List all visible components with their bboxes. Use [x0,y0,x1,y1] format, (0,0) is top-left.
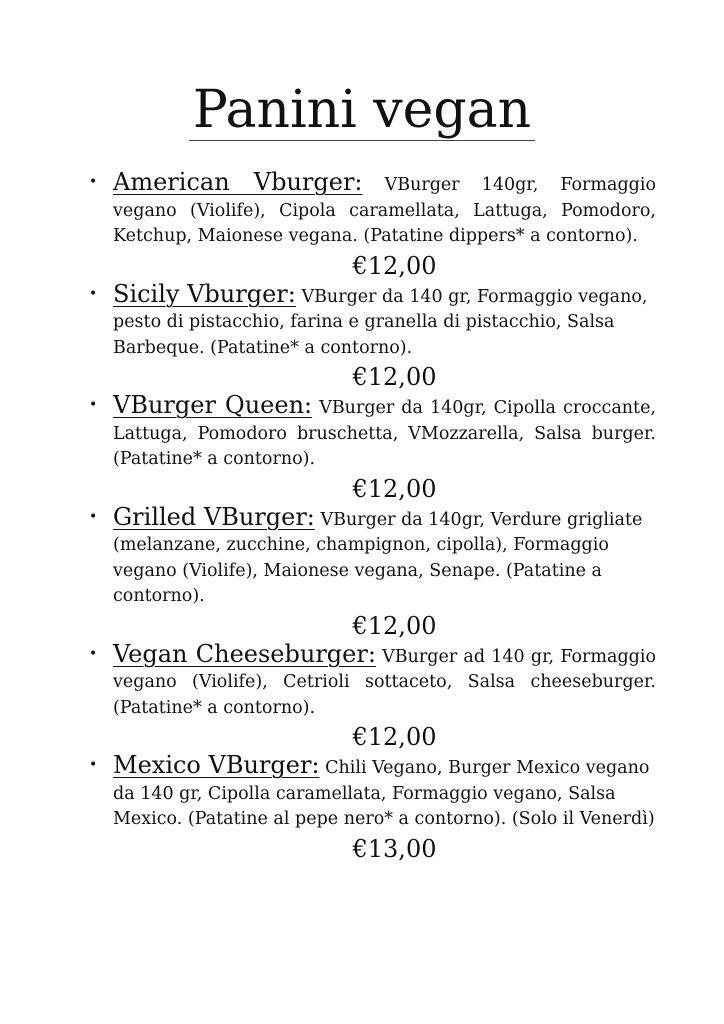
menu-item-vegan-cheeseburger [89,639,656,722]
bullet-icon: • [89,285,98,302]
item-name: Mexico VBurger: [113,751,320,779]
menu-item-grilled-vburger [89,502,656,610]
bullet-icon: • [89,645,98,662]
item-name: American Vburger: [113,168,363,196]
item-price: €12,00 [352,363,437,391]
item-price: €12,00 [352,611,437,640]
item-description: VBurger da 140gr, Cipolla croccante, Lattuga, Pomodoro bruschetta, VMozzarella, Salsa burger. (Patatine* a contorno). [113,398,656,469]
item-name: Vegan Cheeseburger: [113,639,376,668]
item-price: €13,00 [352,834,437,863]
item-description: Chili Vegano, Burger Mexico vegano da 140 gr, Cipolla caramellata, Formaggio vegano, Salsa Mexico. (Patatine al pepe nero* a contorno). (Solo il Venerdì) [113,758,655,829]
bullet-icon: • [89,397,98,413]
menu-list [0,170,724,865]
item-name: Sicily Vburger: [113,279,296,308]
page-title [0,78,724,142]
item-name: VBurger Queen: [113,391,313,419]
item-description: VBurger da 140gr, Verdure grigliate (melanzane, zucchine, champignon, cipolla), Formaggio vegano (Violife), Maionese vegana, Senape. (Patatine a contorno). [113,509,643,606]
item-name: Grilled VBurger: [113,502,315,531]
item-description: VBurger da 140 gr, Formaggio vegano, pesto di pistacchio, farina e granella di pistacchio, Salsa Barbeque. (Patatine* a contorno). [113,286,648,358]
menu-item-vburger-queen [89,391,656,473]
bullet-icon: • [89,757,98,773]
bullet-icon: • [89,174,98,190]
item-description: VBurger ad 140 gr, Formaggio vegano (Violife), Cetrioli sottaceto, Salsa cheeseburger. (Patatine* a contorno). [113,646,656,718]
menu-item-sicily-vburger [89,279,656,362]
menu-item-mexico-vburger [89,751,656,833]
bullet-icon: • [89,508,98,525]
item-price: €12,00 [352,474,437,503]
item-price: €12,00 [352,723,437,751]
item-description: VBurger 140gr, Formaggio vegano (Violife), Cipola caramellata, Lattuga, Pomodoro, Ketchup, Maionese vegana. (Patatine dippers* a contorno). [113,175,656,246]
item-price: €12,00 [352,251,437,280]
page-title-text: Panini vegan [189,80,535,141]
menu-item-american-vburger [89,168,656,250]
